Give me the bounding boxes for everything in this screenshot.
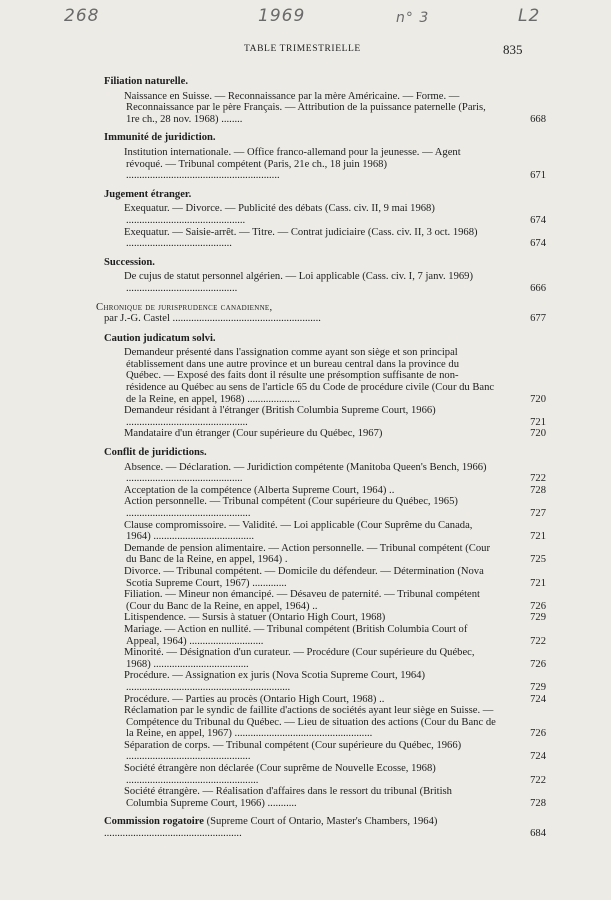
list-item — [124, 589, 546, 612]
entry-page: 722 — [530, 774, 546, 786]
entry-page: 726 — [530, 728, 546, 740]
entry-page: 668 — [530, 113, 546, 125]
entry-page: 727 — [530, 508, 546, 519]
entry-page: 725 — [530, 554, 546, 566]
handwritten-annotation-left: 268 — [64, 6, 100, 26]
list-item — [124, 461, 546, 485]
section-caution — [104, 332, 546, 440]
list-item — [124, 146, 546, 182]
entry-page: 728 — [530, 484, 546, 496]
list-item — [124, 347, 546, 405]
section-heading: Jugement étranger. — [104, 188, 192, 200]
entry-page: 726 — [530, 658, 546, 670]
list-item — [124, 763, 546, 786]
list-item — [124, 226, 546, 250]
entry-page: 671 — [530, 170, 546, 182]
entry-page: 666 — [530, 282, 546, 294]
entry-text: Demandeur résidant à l'étranger (British Columbia Supreme Court, 1966) .............................................. — [124, 405, 436, 428]
entry-text: Procédure. — Assignation ex juris (Nova Scotia Supreme Court, 1964) .............................................................. — [124, 670, 425, 693]
entry-page: 722 — [530, 635, 546, 647]
table-of-contents — [96, 76, 546, 847]
section-heading: Caution judicatum solvi. — [104, 332, 216, 344]
entry-page: 684 — [530, 828, 546, 840]
chronique-heading — [96, 301, 546, 325]
entry-text: Absence. — Déclaration. — Juridiction compétente (Manitoba Queen's Bench, 1966) ............................................ — [124, 461, 487, 485]
entry-text: Action personnelle. — Tribunal compétent (Cour supérieure du Québec, 1965) ............................................... — [124, 496, 458, 519]
entry-page: 724 — [530, 751, 546, 763]
section-heading: Filiation naturelle. — [104, 76, 188, 87]
entry-page: 726 — [530, 600, 546, 612]
list-item — [124, 647, 546, 670]
list-item — [124, 670, 546, 693]
entry-text: Mariage. — Action en nullité. — Tribunal compétent (British Columbia Court of Appeal, 1964) ............................ — [124, 623, 468, 647]
section-heading: Succession. — [104, 256, 155, 268]
entry-page: 721 — [530, 416, 546, 428]
entry-page: 720 — [530, 393, 546, 405]
list-item — [124, 496, 546, 519]
entry-text: Procédure. — Parties au procès (Ontario High Court, 1968) .. — [124, 693, 385, 705]
entry-text: Acceptation de la compétence (Alberta Supreme Court, 1964) .. — [124, 484, 395, 496]
entry-text: Exequatur. — Divorce. — Publicité des débats (Cass. civ. II, 9 mai 1968) ............................................. — [124, 203, 435, 226]
section-conflit — [104, 447, 546, 809]
section-jugement-etranger — [104, 188, 546, 250]
page-number: 835 — [503, 42, 523, 57]
entry-page: 720 — [530, 428, 546, 440]
running-head: TABLE TRIMESTRIELLE — [244, 44, 361, 54]
entry-text: Société étrangère non déclarée (Cour suprême de Nouvelle Ecosse, 1968) .................................................. — [124, 763, 436, 786]
list-item — [124, 623, 546, 647]
chronique-author: par J.-G. Castel ........................................................ — [104, 313, 321, 325]
entry-page: 721 — [530, 531, 546, 543]
chronique-page: 677 — [530, 313, 546, 325]
entry-text: Institution internationale. — Office franco-allemand pour la jeunesse. — Agent révoqué. — Tribunal compétent (Paris, 21e ch., 18 juin 1968) .......................................................... — [124, 146, 461, 182]
entry-text: De cujus de statut personnel algérien. — Loi applicable (Cass. civ. I, 7 janv. 1969) .......................................... — [124, 271, 474, 294]
list-item — [124, 428, 546, 440]
list-item — [124, 405, 546, 428]
chronique-title: Chronique de jurisprudence canadienne, — [96, 301, 273, 313]
section-succession — [104, 256, 546, 295]
list-item — [124, 203, 546, 226]
handwritten-annotation-right: L2 — [518, 6, 541, 26]
entry-text: Demandeur présenté dans l'assignation comme ayant son siège et son principal établissement dans une autre province et un bureau central dans la province du Québec. — Exposé des faits dont il résulte une présomption suffisante de non-résidence au Québec au sens de l'article 65 du Code de procédure civile (Cour du Banc de la Reine, en appel, 1968) .................... — [124, 347, 495, 405]
entry-text: Mandataire d'un étranger (Cour supérieure du Québec, 1967) — [124, 428, 383, 440]
entry-text: Filiation. — Mineur non émancipé. — Désaveu de paternité. — Tribunal compétent (Cour du Banc de la Reine, en appel, 1964) .. — [124, 589, 480, 612]
list-item — [124, 484, 546, 497]
section-heading: Commission rogatoire — [104, 816, 204, 828]
entry-text: Naissance en Suisse. — Reconnaissance par la mère Américaine. — Forme. — Reconnaissance par le père Français. — Attribution de la puissance paternelle (Paris, 1re ch., 28 nov. 1968) ........ — [124, 90, 486, 125]
handwritten-annotation-year: 1969 — [258, 6, 306, 26]
entry-text: Minorité. — Désignation d'un curateur. — Procédure (Cour supérieure du Québec, 1968) .................................... — [124, 647, 475, 670]
section-heading: Conflit de juridictions. — [104, 447, 207, 459]
entry-text: Demande de pension alimentaire. — Action personnelle. — Tribunal compétent (Cour du Banc de la Reine, en appel, 1964) . — [124, 542, 490, 566]
entry-page: 674 — [530, 238, 546, 250]
list-item — [124, 519, 546, 543]
list-item — [124, 705, 546, 740]
entry-text: Réclamation par le syndic de faillite d'actions de sociétés ayant leur siège en Suisse. — Compétence du Tribunal du Québec. — Lieu de situation des actions (Cour du Banc de la Reine, en appel, 1967) .................................................... — [124, 705, 496, 740]
list-item — [124, 542, 546, 566]
handwritten-annotation-number: n° 3 — [396, 10, 430, 26]
section-heading-detail: (Supreme Court of Ontario, Master's Chambers, 1964) .................................................... — [104, 816, 438, 840]
entry-page: 721 — [530, 577, 546, 589]
list-item — [124, 612, 546, 624]
entry-page: 674 — [530, 214, 546, 226]
entry-text: Exequatur. — Saisie-arrêt. — Titre. — Contrat judiciaire (Cass. civ. II, 3 oct. 1968) ........................................ — [124, 226, 478, 250]
section-heading: Immunité de juridiction. — [104, 132, 216, 144]
entry-text: Clause compromissoire. — Validité. — Loi applicable (Cour Suprême du Canada, 1964) ...................................... — [124, 519, 473, 543]
list-item — [124, 565, 546, 589]
entry-page: 722 — [530, 473, 546, 485]
entry-page: 724 — [530, 693, 546, 705]
list-item — [124, 693, 546, 706]
section-commission-rogatoire — [104, 816, 546, 840]
list-item — [124, 739, 546, 763]
list-item — [124, 90, 546, 126]
list-item — [124, 786, 546, 809]
entry-text: Divorce. — Tribunal compétent. — Domicile du défendeur. — Détermination (Nova Scotia Supreme Court, 1967) ............. — [124, 565, 484, 589]
section-immunite — [104, 132, 546, 182]
entry-page: 728 — [530, 797, 546, 809]
entry-text: Séparation de corps. — Tribunal compétent (Cour supérieure du Québec, 1966) ............................................... — [124, 739, 462, 763]
entry-text: Société étrangère. — Réalisation d'affaires dans le ressort du tribunal (British Columbia Supreme Court, 1966) ........... — [124, 786, 452, 809]
entry-page: 729 — [530, 612, 546, 624]
entry-text: Litispendence. — Sursis à statuer (Ontario High Court, 1968) — [124, 612, 386, 624]
list-item — [124, 271, 546, 294]
entry-page: 729 — [530, 681, 546, 693]
section-filiation — [104, 76, 546, 125]
